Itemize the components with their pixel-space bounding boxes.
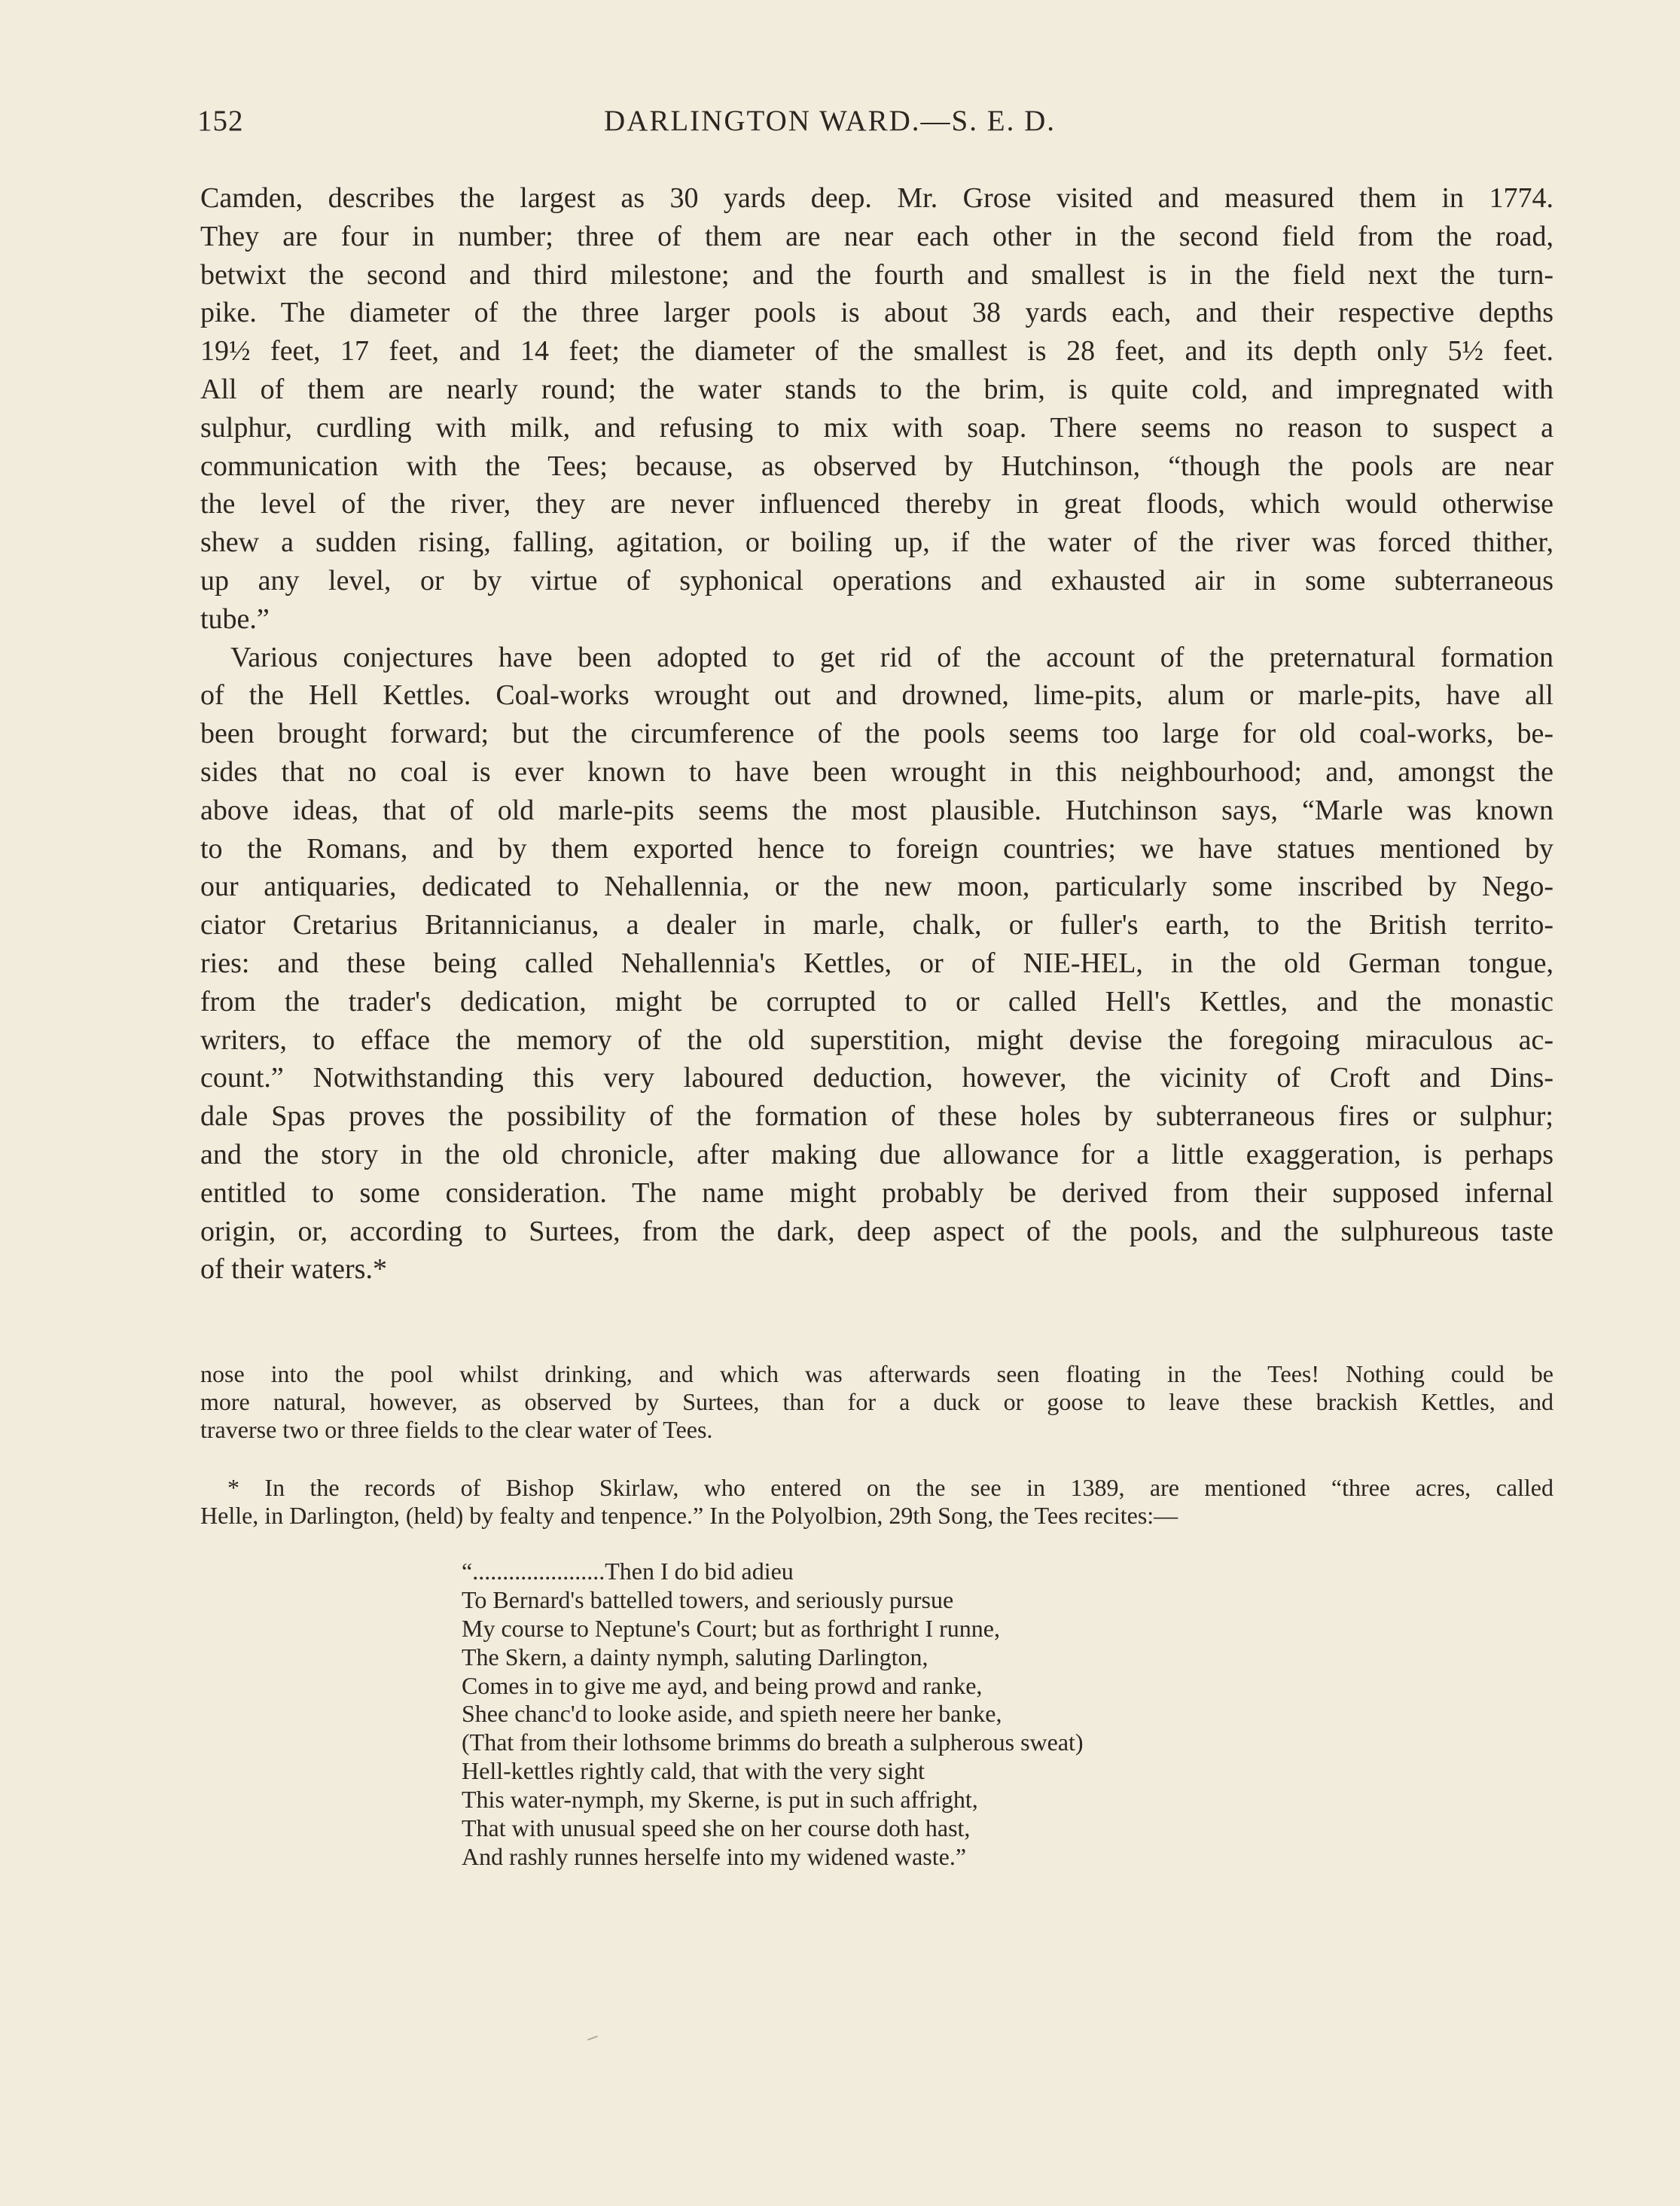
- text-line: entitled to some consideration. The name might probably be derived from their supposed infernal: [200, 1176, 1553, 1209]
- text-line: of their waters.*: [200, 1253, 387, 1286]
- poem-line: Comes in to give me ayd, and being prowd and ranke,: [462, 1671, 983, 1699]
- text-line: of the Hell Kettles. Coal-works wrought out and drowned, lime-pits, alum or marle-pits, have all: [200, 679, 1553, 712]
- poem-line: This water-nymph, my Skerne, is put in such affright,: [462, 1786, 978, 1814]
- footnote-line: nose into the pool whilst drinking, and which was afterwards seen floating in the Tees! Nothing could be: [200, 1360, 1553, 1387]
- poem-line: Shee chanc'd to looke aside, and spieth neere her banke,: [462, 1700, 1002, 1728]
- page-header: [197, 104, 1523, 146]
- running-title: DARLINGTON WARD.—S. E. D.: [604, 105, 1056, 137]
- text-line: origin, or, according to Surtees, from the dark, deep aspect of the pools, and the sulphureous taste: [200, 1215, 1553, 1247]
- text-line: Camden, describes the largest as 30 yards deep. Mr. Grose visited and measured them in 1774.: [200, 182, 1553, 214]
- text-line: They are four in number; three of them are near each other in the second field from the road,: [200, 220, 1553, 252]
- text-line: tube.”: [200, 603, 270, 635]
- text-line: sides that no coal is ever known to have been wrought in this neighbourhood; and, amongst the: [200, 755, 1553, 788]
- footnote-line: traverse two or three fields to the clear water of Tees.: [200, 1416, 713, 1443]
- text-line: ciator Cretarius Britannicianus, a dealer in marle, chalk, or fuller's earth, to the British territo-: [200, 909, 1553, 941]
- poem-line: (That from their lothsome brimms do breath a sulpherous sweat): [462, 1728, 1084, 1756]
- footnote-star: [200, 1474, 1553, 1530]
- poem-quotation: [462, 1558, 1365, 1872]
- poem-line: And rashly runnes herselfe into my widened waste.”: [462, 1842, 967, 1870]
- text-line: count.” Notwithstanding this very laboured deduction, however, the vicinity of Croft and Dins-: [200, 1062, 1553, 1094]
- footnotes: [200, 1360, 1553, 1530]
- poem-line: My course to Neptune's Court; but as forthright I runne,: [462, 1614, 1000, 1642]
- text-line: Various conjectures have been adopted to get rid of the account of the preternatural formation: [230, 641, 1553, 673]
- text-line: All of them are nearly round; the water stands to the brim, is quite cold, and impregnated with: [200, 373, 1553, 405]
- text-line: pike. The diameter of the three larger pools is about 38 yards each, and their respective depths: [200, 297, 1553, 329]
- poem-line: “......................Then I do bid adieu: [462, 1558, 794, 1585]
- text-line: the level of the river, they are never influenced thereby in great floods, which would otherwise: [200, 488, 1553, 520]
- text-line: shew a sudden rising, falling, agitation, or boiling up, if the water of the river was forced thither,: [200, 526, 1553, 559]
- poem-line: The Skern, a dainty nymph, saluting Darlington,: [462, 1643, 928, 1671]
- text-line: betwixt the second and third milestone; and the fourth and smallest is in the field next the turn-: [200, 258, 1553, 291]
- text-line: from the trader's dedication, might be corrupted to or called Hell's Kettles, and the monastic: [200, 985, 1553, 1018]
- paper-mark: [587, 2036, 598, 2041]
- text-line: to the Romans, and by them exported hence to foreign countries; we have statues mentioned by: [200, 832, 1553, 865]
- poem-line: Hell-kettles rightly cald, that with the very sight: [462, 1757, 925, 1785]
- footnote-line: more natural, however, as observed by Surtees, than for a duck or goose to leave these brackish Kettles, and: [200, 1388, 1553, 1415]
- footnote-continuation: [200, 1360, 1553, 1444]
- text-line: up any level, or by virtue of syphonical operations and exhausted air in some subterraneous: [200, 564, 1553, 597]
- text-line: communication with the Tees; because, as observed by Hutchinson, “though the pools are near: [200, 450, 1553, 482]
- poem-line: To Bernard's battelled towers, and seriously pursue: [462, 1585, 954, 1613]
- text-line: sulphur, curdling with milk, and refusing to mix with soap. There seems no reason to suspect a: [200, 411, 1553, 444]
- footnote-line: * In the records of Bishop Skirlaw, who entered on the see in 1389, are mentioned “three acres, called: [227, 1474, 1553, 1501]
- text-line: been brought forward; but the circumference of the pools seems too large for old coal-works, be-: [200, 718, 1553, 750]
- text-line: above ideas, that of old marle-pits seems the most plausible. Hutchinson says, “Marle was known: [200, 794, 1553, 826]
- text-line: ries: and these being called Nehallennia's Kettles, or of NIE-HEL, in the old German tongue,: [200, 947, 1553, 979]
- footnote-line: Helle, in Darlington, (held) by fealty and tenpence.” In the Polyolbion, 29th Song, the Tees recites:—: [200, 1502, 1178, 1529]
- poem-line: That with unusual speed she on her course doth hast,: [462, 1814, 971, 1842]
- text-line: our antiquaries, dedicated to Nehallennia, or the new moon, particularly some inscribed by Nego-: [200, 871, 1553, 903]
- text-line: 19½ feet, 17 feet, and 14 feet; the diameter of the smallest is 28 feet, and its depth only 5½ feet.: [200, 335, 1553, 368]
- text-line: writers, to efface the memory of the old superstition, might devise the foregoing miraculous ac-: [200, 1024, 1553, 1056]
- page-number: 152: [197, 105, 244, 137]
- main-text: [200, 179, 1553, 1289]
- text-line: and the story in the old chronicle, after making due allowance for a little exaggeration, is perhaps: [200, 1138, 1553, 1170]
- text-line: dale Spas proves the possibility of the formation of these holes by subterraneous fires or sulphur;: [200, 1100, 1553, 1133]
